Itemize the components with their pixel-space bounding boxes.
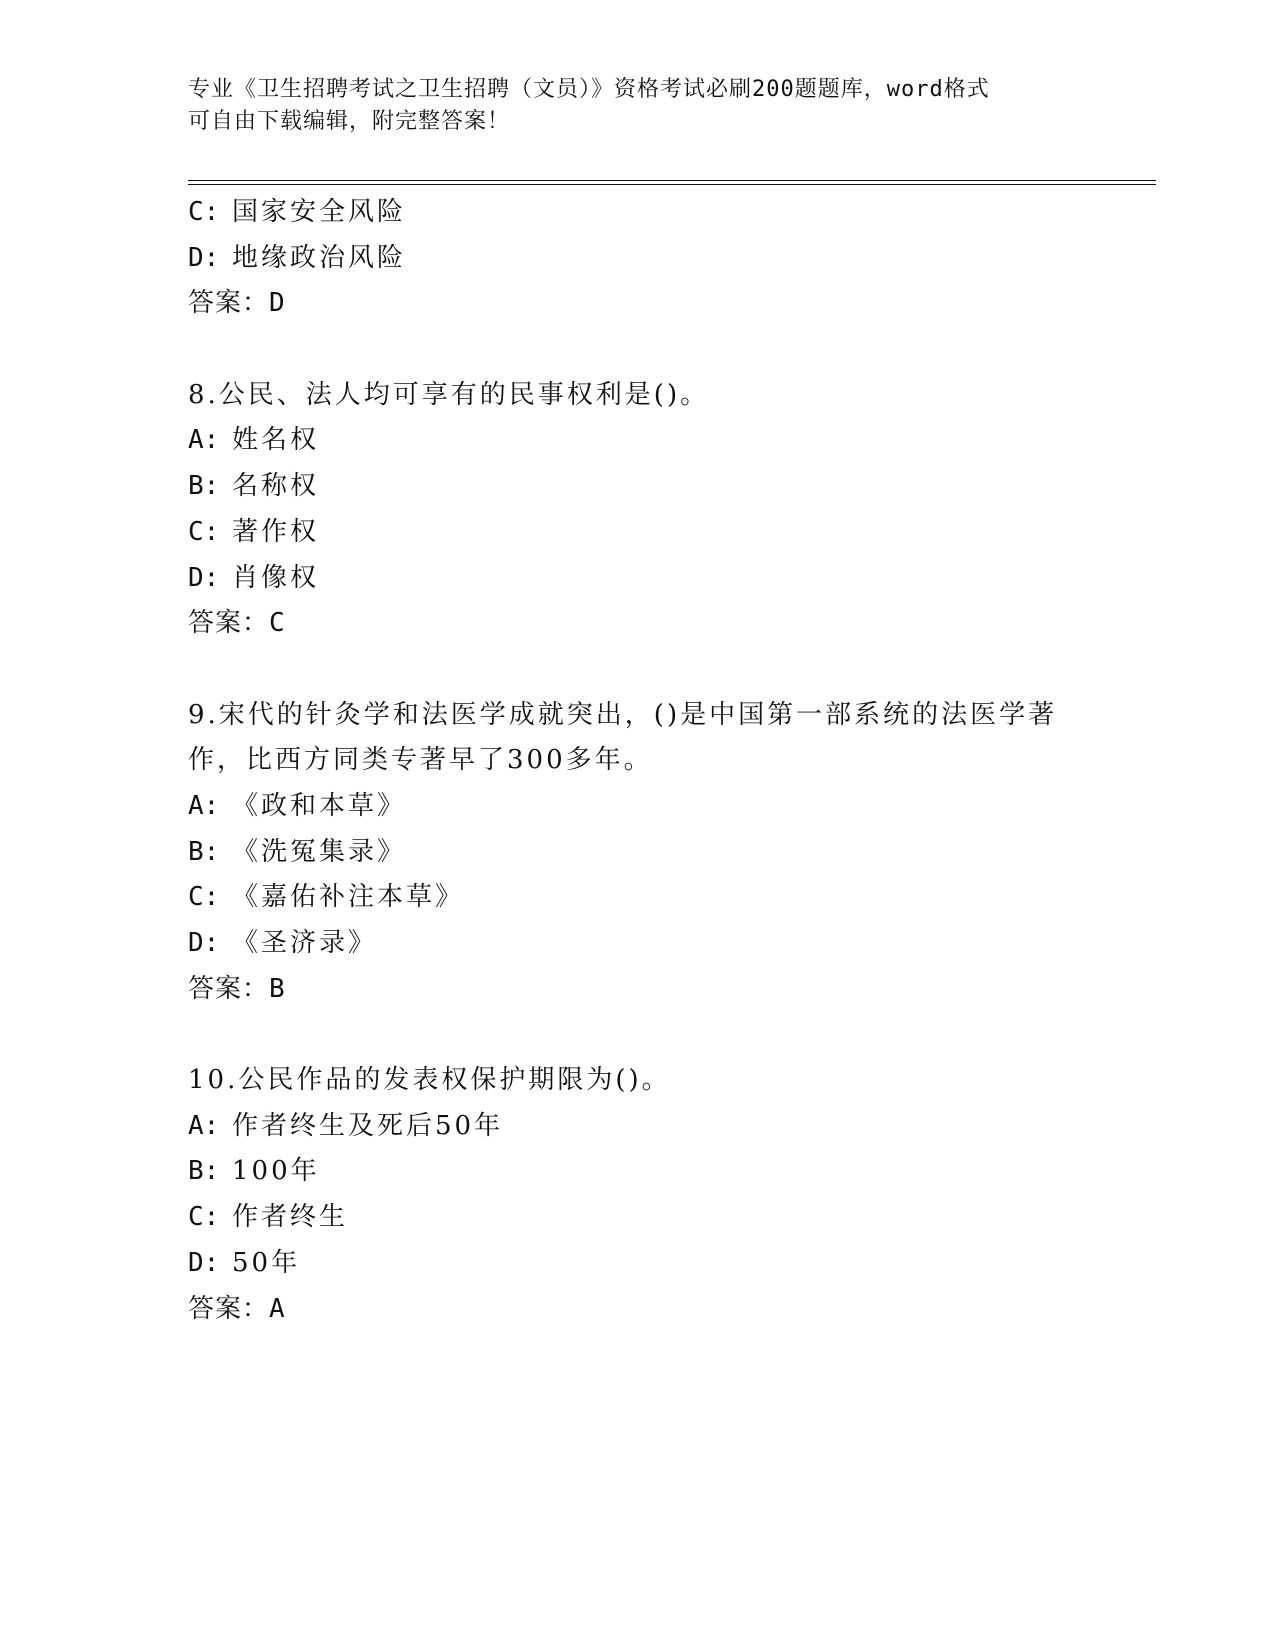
answer-value: C — [269, 608, 286, 639]
question-block-8 — [188, 373, 1088, 647]
option-text: 作者终生 — [232, 1202, 349, 1233]
answer-label: 答案： — [188, 288, 270, 319]
question-stem-line-2: 作，比西方同类专著早了300多年。 — [188, 745, 653, 776]
option-text: 名称权 — [232, 471, 320, 502]
option-key: D: — [188, 928, 220, 958]
header-divider-bottom — [188, 184, 1156, 185]
option-key: B: — [188, 471, 220, 502]
option-text: 100年 — [232, 1156, 320, 1187]
option-key: D: — [188, 1247, 220, 1278]
page-header — [188, 74, 1088, 138]
option-key: C: — [188, 197, 220, 227]
answer-line — [188, 601, 1088, 647]
answer-label: 答案： — [188, 1293, 270, 1324]
option-key: C: — [188, 516, 220, 547]
option-key: D: — [188, 562, 220, 593]
answer-label: 答案： — [188, 973, 270, 1004]
option-a — [188, 418, 1088, 464]
option-text: 地缘政治风险 — [232, 242, 407, 273]
option-b — [188, 464, 1088, 510]
question-block-prev — [188, 190, 1088, 327]
question-stem: 8.公民、法人均可享有的民事权利是()。 — [188, 379, 710, 410]
option-d — [188, 921, 1088, 967]
option-text: 《嘉佑补注本草》 — [232, 882, 465, 913]
option-d — [188, 556, 1088, 602]
option-d — [188, 236, 1088, 282]
option-b — [188, 1149, 1088, 1195]
option-text: 肖像权 — [232, 562, 320, 593]
option-text: 作者终生及死后50年 — [232, 1110, 504, 1141]
header-line-2: 可自由下载编辑，附完整答案！ — [188, 109, 511, 134]
answer-label: 答案： — [188, 608, 270, 639]
question-gap — [188, 647, 1088, 693]
option-d — [188, 1241, 1088, 1287]
answer-value: D — [269, 288, 286, 319]
option-key: C: — [188, 1202, 220, 1233]
option-key: D: — [188, 242, 220, 273]
option-text: 《圣济录》 — [232, 928, 378, 958]
question-block-9 — [188, 693, 1088, 1013]
option-text: 姓名权 — [232, 425, 320, 456]
question-gap — [188, 327, 1088, 373]
option-key: C: — [188, 882, 220, 913]
answer-value: B — [269, 973, 286, 1004]
answer-value: A — [269, 1293, 286, 1324]
option-text: 《洗冤集录》 — [232, 836, 407, 867]
header-divider-top — [188, 180, 1156, 181]
option-text: 国家安全风险 — [232, 197, 407, 227]
option-c — [188, 875, 1088, 921]
question-list — [188, 190, 1088, 1332]
option-key: A: — [188, 425, 220, 456]
option-a — [188, 1104, 1088, 1150]
question-stem: 10.公民作品的发表权保护期限为()。 — [188, 1065, 671, 1096]
option-text: 50年 — [232, 1247, 301, 1278]
option-c — [188, 1195, 1088, 1241]
option-key: B: — [188, 836, 220, 867]
question-block-10 — [188, 1058, 1088, 1332]
option-key: A: — [188, 790, 220, 821]
answer-line — [188, 1287, 1088, 1333]
question-gap — [188, 1012, 1088, 1058]
option-c — [188, 510, 1088, 556]
option-text: 著作权 — [232, 516, 320, 547]
option-key: A: — [188, 1110, 220, 1141]
option-key: B: — [188, 1156, 220, 1187]
answer-line — [188, 967, 1088, 1013]
option-text: 《政和本草》 — [232, 790, 407, 821]
question-stem-line-1: 9.宋代的针灸学和法医学成就突出，()是中国第一部系统的法医学著 — [188, 699, 1058, 730]
answer-line — [188, 281, 1088, 327]
header-line-1: 专业《卫生招聘考试之卫生招聘（文员）》资格考试必刷200题题库，word格式 — [188, 77, 990, 102]
option-c — [188, 190, 1088, 236]
option-b — [188, 830, 1088, 876]
option-a — [188, 784, 1088, 830]
